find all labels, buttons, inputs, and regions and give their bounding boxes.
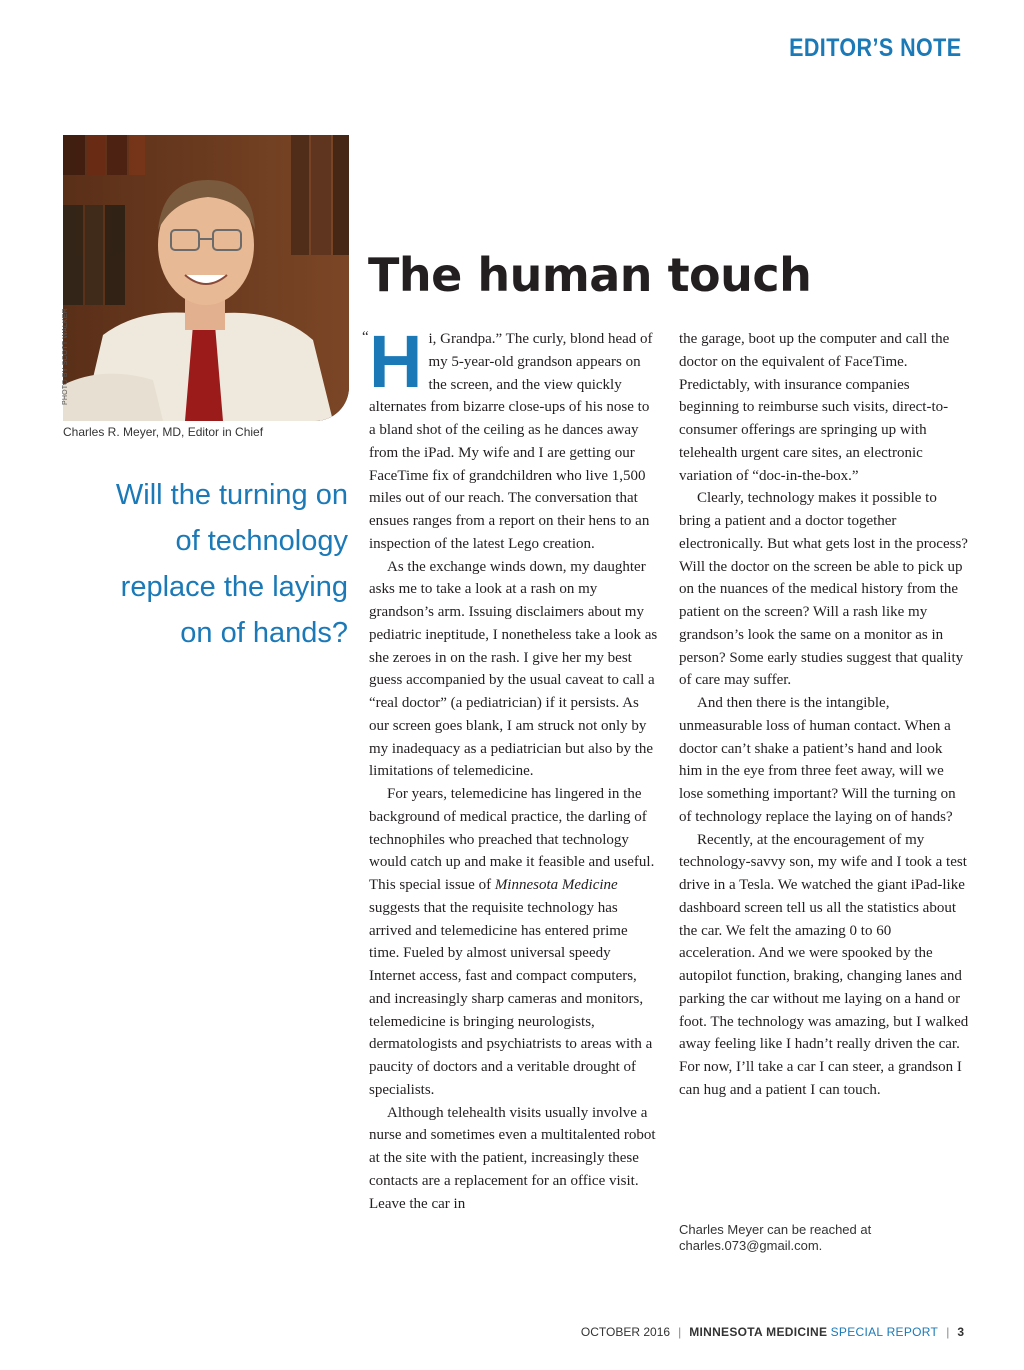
footer-separator-2: | <box>946 1325 950 1339</box>
paragraph-1 <box>369 320 659 556</box>
paragraph-7: And then there is the intangible, unmeasurable loss of human contact. When a doctor can’t shake a patient’s hand and look him in the eye from three feet away, will we lose something important? Will the turning on of technology replace the laying on of hands? <box>679 695 956 825</box>
photo-caption: Charles R. Meyer, MD, Editor in Chief <box>63 425 264 439</box>
footer-publication: MINNESOTA MEDICINE <box>689 1325 828 1339</box>
section-label: EDITOR’S NOTE <box>789 34 962 62</box>
paragraph-3-text-a: For years, telemedicine has lingered in the background of medical practice, the darling of technophiles who preached that technology would catch up and make it feasible and useful. This special issue of <box>369 786 655 893</box>
page-number: 3 <box>957 1325 964 1339</box>
page-footer <box>581 1325 964 1339</box>
paragraph-3 <box>369 783 659 1102</box>
paragraph-3-text-b: suggests that the requisite technology has arrived and telemedicine has entered prime time. Fueled by almost universal speedy Internet access, fast and compact computers, and increasingly sharp cameras and monitors, telemedicine is bringing neurologists, dermatologists and psychiatrists to areas with a paucity of doctors and a veritable drought of specialists. <box>369 899 653 1098</box>
article-column-2 <box>679 328 969 1102</box>
footer-separator: | <box>678 1325 682 1339</box>
editor-photo <box>63 135 349 421</box>
publication-name-italic: Minnesota Medicine <box>494 877 618 893</box>
open-quote-mark: “ <box>362 329 369 345</box>
paragraph-6: Clearly, technology makes it possible to bring a patient and a doctor together electronically. But what gets lost in the process? Will the doctor on the screen be able to pick up on the nuances of the medical history from the patient on the screen? Will a rash like my grandson’s look the same on a monitor as in person? Some early studies suggest that quality of care may suffer. <box>679 490 968 689</box>
portrait-illustration <box>63 135 349 421</box>
photo-credit: PHOTO BY SCOTT WALKER <box>62 308 69 405</box>
article-headline: The human touch <box>368 248 812 302</box>
footer-special-report: SPECIAL REPORT <box>830 1325 939 1339</box>
paragraph-8: Recently, at the encouragement of my technology-savvy son, my wife and I took a test drive in a Tesla. We watched the giant iPad-like dashboard screen tell us all the statistics about the car. We felt the amazing 0 to 60 acceleration. And we were spooked by the autopilot function, braking, changing lanes and parking the car without me laying on a hand or foot. The technology was amazing, but I walked away feeling like I hadn’t really driven the car. For now, I’ll take a car I can steer, a grandson I can hug and a patient I can touch. <box>679 831 969 1098</box>
paragraph-2: As the exchange winds down, my daughter asks me to take a look at a rash on my grandson’s arm. Issuing disclaimers about my pediatric ineptitude, I nonetheless take a look as she zeroes in on the rash. I give her my best guess accompanied by the usual caveat to call a “real doctor” (a pediatrician) if it persists. As our screen goes blank, I am struck not only by my inadequacy as a pediatrician but also by the limitations of telemedicine. <box>369 558 658 780</box>
drop-cap: H <box>369 320 423 403</box>
paragraph-4: Although telehealth visits usually involve a nurse and sometimes even a multitalented robot at the site with the patient, increasingly these contacts are a replacement for an office visit. Leave the car in <box>369 1104 656 1212</box>
footer-date: OCTOBER 2016 <box>580 1325 671 1339</box>
paragraph-1-text: i, Grandpa.” The curly, blond head of my 5-year-old grandson appears on the screen, and the view quickly alternates from bizarre close-ups of his nose to a bland shot of the ceiling as he dances away from the iPad. My wife and I are getting our FaceTime fix of grandchildren who live 1,500 miles out of our reach. The conversation that ensues ranges from a report on their hens to an inspection of the latest Lego creation. <box>369 331 653 552</box>
paragraph-5: the garage, boot up the computer and call the doctor on the equivalent of FaceTime. Predictably, with insurance companies beginning to reimburse such visits, direct-to-consumer offerings are springing up with telehealth urgent care sites, an electronic variation of “doc-in-the-box.” <box>679 331 950 484</box>
article-column-1 <box>369 320 659 1215</box>
author-contact: Charles Meyer can be reached at charles.073@gmail.com. <box>679 1222 872 1253</box>
pull-quote: Will the turning on of technology replace the laying on of hands? <box>115 479 348 649</box>
